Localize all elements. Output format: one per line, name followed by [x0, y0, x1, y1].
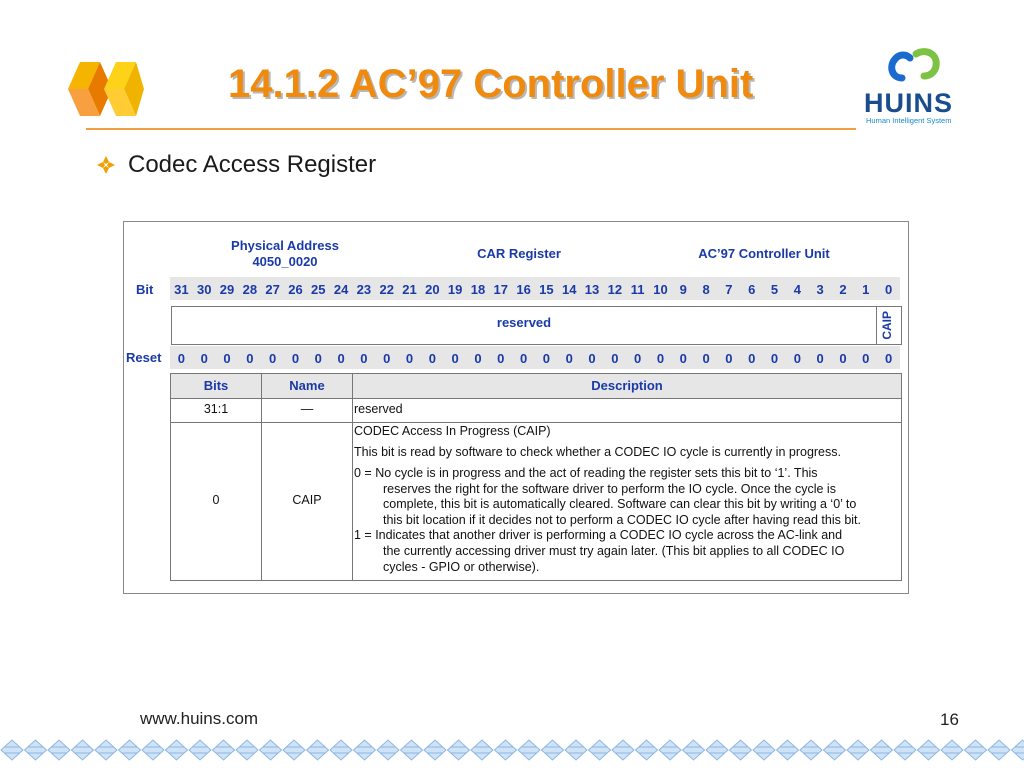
reset-value: 0	[588, 351, 596, 366]
footer-diamond	[847, 740, 869, 760]
footer-diamond	[213, 740, 235, 760]
bit-number-row	[170, 277, 900, 300]
row2-line-6: 1 = Indicates that another driver is performing a CODEC IO cycle across the AC-link and	[354, 528, 843, 543]
reset-value: 0	[748, 351, 756, 366]
reset-value: 0	[291, 351, 300, 366]
bit-number: 13	[584, 282, 600, 297]
footer-diamond	[495, 740, 517, 760]
register-name: CAR Register	[477, 246, 561, 261]
title-divider	[86, 128, 856, 130]
reset-row-label: Reset	[126, 350, 162, 365]
caip-field-label: CAIP	[880, 311, 894, 340]
bit-number: 4	[793, 282, 801, 297]
bit-number: 25	[311, 282, 326, 297]
footer-diamond	[918, 740, 940, 760]
footer-diamond	[25, 740, 47, 760]
bit-number: 22	[379, 282, 394, 297]
bit-number: 10	[653, 282, 668, 297]
footer-diamond	[636, 740, 658, 760]
row2-line-7: the currently accessing driver must try again later. (This bit applies to all CODEC IO	[383, 544, 845, 558]
row2-line-3: reserves the right for the software driver to perform the IO cycle. Once the cycle is	[383, 481, 836, 496]
reset-value: 0	[383, 351, 391, 366]
bit-number: 18	[470, 282, 486, 297]
footer-diamond	[800, 740, 822, 760]
register-figure	[123, 221, 909, 594]
reset-value: 0	[246, 351, 254, 366]
footer-diamond	[589, 740, 611, 760]
footer-diamond	[659, 740, 681, 760]
footer-diamond	[730, 740, 752, 760]
footer-diamond	[330, 740, 352, 760]
reserved-field	[171, 306, 902, 345]
bit-number: 27	[265, 282, 280, 297]
bit-number: 12	[607, 282, 623, 297]
bit-row-label: Bit	[136, 282, 154, 297]
unit-name: AC’97 Controller Unit	[698, 246, 830, 261]
diamond-bullet-icon	[96, 155, 116, 175]
reset-value: 0	[702, 351, 710, 366]
reset-value: 0	[360, 351, 368, 366]
bit-number: 31	[174, 282, 189, 297]
footer-diamond	[777, 740, 799, 760]
bit-number: 15	[539, 282, 554, 297]
reset-value: 0	[816, 351, 824, 366]
row1-description: reserved	[354, 402, 403, 416]
reset-value: 0	[314, 351, 322, 366]
footer-url: www.huins.com	[140, 709, 259, 728]
reset-value: 0	[793, 351, 801, 366]
bit-number: 30	[196, 282, 212, 297]
col-bits: Bits	[203, 378, 229, 393]
reset-value: 0	[839, 351, 847, 366]
bit-number: 21	[402, 282, 417, 297]
address-title: Physical Address	[231, 238, 339, 253]
footer-diamond	[236, 740, 258, 760]
footer-diamond	[401, 740, 423, 760]
reset-value: 0	[451, 351, 459, 366]
footer-diamond	[612, 740, 634, 760]
footer-diamond	[377, 740, 399, 760]
footer-diamond	[941, 740, 963, 760]
page-number: 16	[940, 710, 959, 729]
bit-number: 6	[748, 282, 756, 297]
row2-name: CAIP	[292, 493, 322, 507]
slide-title: 14.1.2 AC’97 Controller Unit	[228, 62, 754, 106]
reset-value: 0	[497, 351, 505, 366]
reset-value: 0	[611, 351, 619, 366]
bullet-text: Codec Access Register	[128, 151, 377, 178]
bit-number: 23	[356, 282, 372, 297]
reset-value: 0	[884, 351, 893, 366]
reset-value: 0	[474, 351, 482, 366]
row2-bits: 0	[212, 493, 220, 507]
row-divider	[171, 422, 901, 423]
bit-number: 24	[333, 282, 349, 297]
bit-number: 19	[447, 282, 463, 297]
footer-diamond	[894, 740, 916, 760]
footer-diamond	[166, 740, 188, 760]
bullet-item	[96, 151, 376, 179]
reset-value: 0	[725, 351, 733, 366]
footer-diamond	[1, 740, 23, 760]
description-table	[170, 373, 902, 581]
bit-number: 26	[288, 282, 303, 297]
footer-diamond	[48, 740, 70, 760]
bit-number: 11	[630, 282, 645, 297]
footer-diamond	[753, 740, 775, 760]
bit-number: 0	[884, 282, 893, 297]
footer-diamond	[824, 740, 846, 760]
reset-value: 0	[519, 351, 528, 366]
reset-value: 0	[656, 351, 665, 366]
reset-value: 0	[634, 351, 642, 366]
row1-name: —	[300, 402, 314, 416]
footer-diamond	[283, 740, 305, 760]
reset-value: 0	[177, 351, 186, 366]
col-description: Description	[591, 378, 663, 393]
row2-line-8: cycles - GPIO or otherwise).	[383, 559, 540, 574]
row2-line-0: CODEC Access In Progress (CAIP)	[354, 424, 551, 438]
reset-value-row	[170, 346, 900, 369]
reset-value: 0	[565, 351, 573, 366]
reset-value: 0	[223, 351, 231, 366]
footer-diamond	[142, 740, 164, 760]
footer-diamond	[307, 740, 329, 760]
bit-number: 8	[702, 282, 710, 297]
bit-number: 1	[862, 282, 870, 297]
bit-number: 9	[679, 282, 687, 297]
footer-diamond	[260, 740, 282, 760]
bit-number: 7	[725, 282, 733, 297]
footer-pattern-band	[0, 738, 1024, 762]
footer-diamond	[965, 740, 987, 760]
footer-diamond	[683, 740, 705, 760]
bit-number: 16	[516, 282, 531, 297]
bit-number: 29	[219, 282, 235, 297]
row2-line-1: This bit is read by software to check whether a CODEC IO cycle is currently in progress.	[354, 445, 841, 459]
footer-diamond	[95, 740, 117, 760]
footer-diamond	[448, 740, 470, 760]
footer-diamond	[354, 740, 376, 760]
reset-value: 0	[337, 351, 345, 366]
footer-diamond	[871, 740, 893, 760]
bit-number: 14	[561, 282, 577, 297]
reset-value: 0	[542, 351, 551, 366]
footer-diamond	[424, 740, 446, 760]
row2-line-2: 0 = No cycle is in progress and the act of reading the register sets this bit to ‘1’. This	[354, 466, 818, 480]
bit-number: 5	[770, 282, 779, 297]
footer-diamond	[565, 740, 587, 760]
bit-number: 28	[242, 282, 258, 297]
bit-number: 3	[816, 282, 824, 297]
reset-value: 0	[770, 351, 779, 366]
bit-number: 17	[493, 282, 509, 297]
reserved-label: reserved	[496, 315, 552, 330]
footer-diamond	[471, 740, 493, 760]
brand-name: HUINS	[864, 88, 954, 118]
col-name: Name	[289, 378, 325, 393]
row2-line-5: this bit location if it decides not to perform a CODEC IO cycle after having read this bit.	[383, 512, 861, 527]
cube-logo-icon	[66, 56, 144, 122]
reset-value: 0	[405, 351, 414, 366]
row1-bits: 31:1	[203, 402, 229, 416]
footer-diamond	[706, 740, 728, 760]
footer-diamond	[1012, 740, 1024, 760]
footer-diamond	[72, 740, 94, 760]
caip-field	[876, 307, 901, 344]
reset-value: 0	[679, 351, 687, 366]
brand-tagline: Human Intelligent System	[866, 116, 952, 125]
footer-diamond	[542, 740, 564, 760]
reset-value: 0	[269, 351, 277, 366]
reset-value: 0	[428, 351, 436, 366]
address-value: 4050_0020	[252, 254, 318, 269]
footer-diamond	[119, 740, 141, 760]
reset-value: 0	[200, 351, 208, 366]
bit-number: 20	[425, 282, 440, 297]
reset-value: 0	[862, 351, 870, 366]
table-header	[171, 374, 901, 399]
bit-number: 2	[839, 282, 847, 297]
row2-line-4: complete, this bit is automatically cleared. Software can clear this bit by writing a ‘0’ to	[383, 497, 857, 512]
footer-diamond	[988, 740, 1010, 760]
footer-diamond	[189, 740, 211, 760]
physical-address-label	[220, 238, 350, 270]
footer-diamond	[518, 740, 540, 760]
